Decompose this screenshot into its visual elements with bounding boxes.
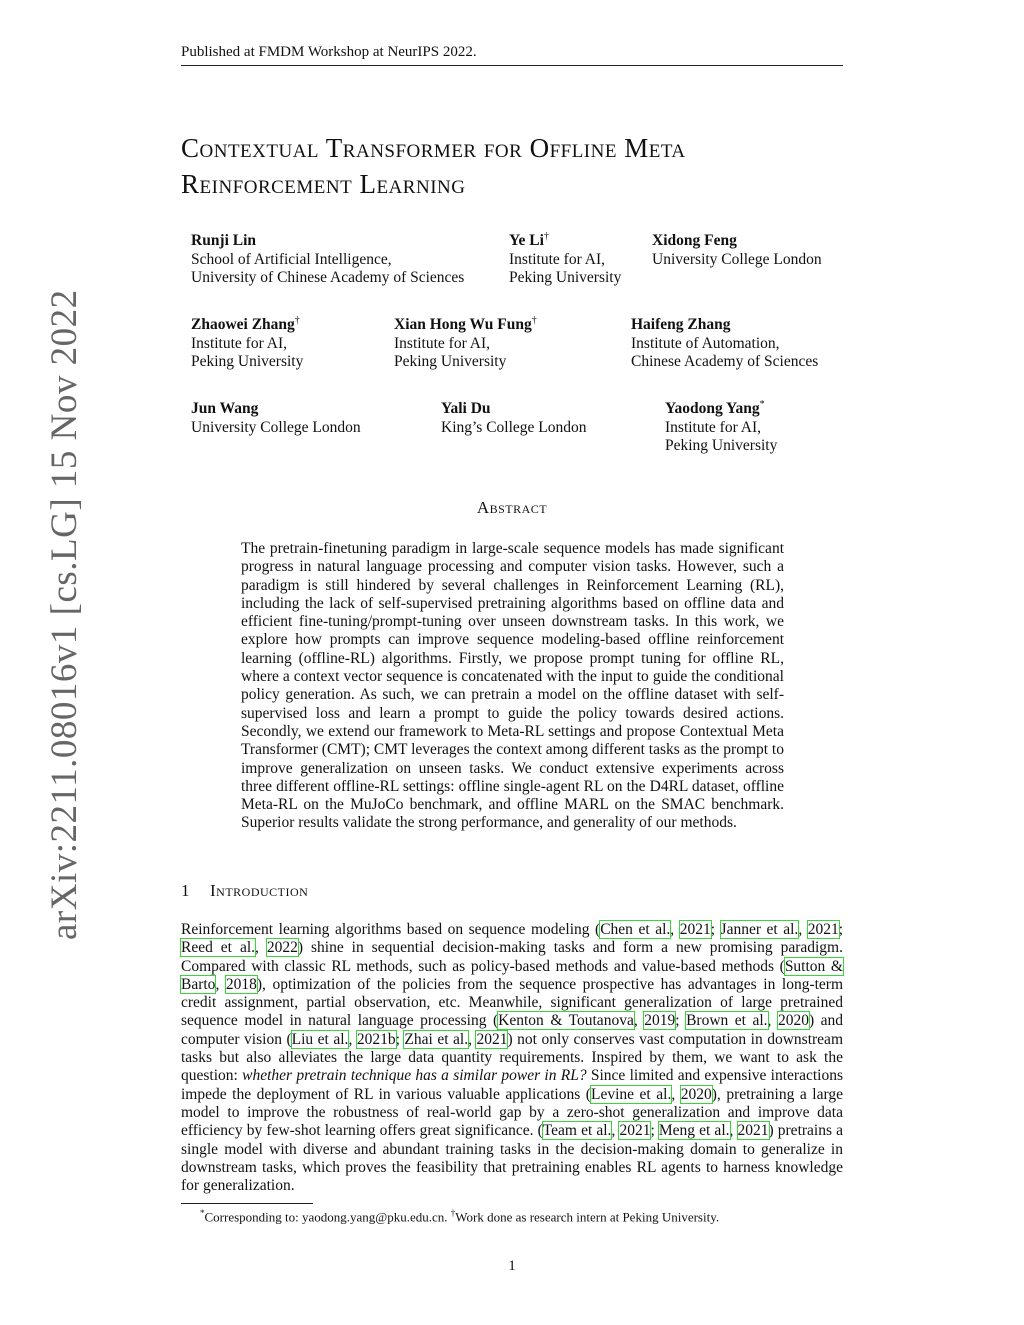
citation-link[interactable]: 2021 (737, 1122, 769, 1140)
body-text: , (468, 1030, 477, 1048)
title-line-2: Reinforcement Learning (181, 169, 466, 199)
author-name: Zhaowei Zhang (191, 316, 295, 334)
citation-link[interactable]: 2021b (356, 1030, 396, 1048)
author-affiliation: Institute of Automation, (631, 334, 780, 352)
author-block (509, 228, 621, 288)
citation-link[interactable]: Levine et al. (590, 1085, 672, 1103)
running-header: Published at FMDM Workshop at NeurIPS 2022. (181, 44, 477, 60)
section-number: 1 (181, 881, 190, 900)
author-affiliation: Institute for AI, (394, 334, 490, 352)
author-mark: † (294, 315, 300, 326)
author-affiliation: Peking University (394, 353, 507, 371)
section-heading (181, 881, 308, 901)
body-text: , (767, 1012, 778, 1030)
author-affiliation: King’s College London (441, 418, 587, 436)
paper-title (181, 130, 861, 202)
author-block (191, 228, 464, 288)
citation-link[interactable]: 2019 (644, 1012, 676, 1030)
body-text: , (633, 1012, 645, 1030)
author-affiliation: University College London (191, 418, 361, 436)
body-text: ), pretraining a large model to improve the robustness of real-world gap by a zero-shot generalization and improve data efficiency by few-shot learning offers great significance. ( (181, 1085, 843, 1140)
author-block (191, 312, 303, 372)
citation-link[interactable]: 2020 (680, 1085, 712, 1103)
citation-link[interactable]: Reed et al. (181, 939, 256, 957)
section-title: Introduction (210, 881, 309, 900)
body-text: ) pretrains a single model with diverse and abundant training tasks in the decision-making domain to generalize in downstream tasks, which proves the feasibility that pretraining enables RL agents to harness knowledge for generalization. (181, 1122, 843, 1195)
citation-link[interactable]: Sutton & Barto (181, 957, 843, 993)
citation-link[interactable]: 2020 (777, 1012, 809, 1030)
body-text: ) and computer vision ( (181, 1012, 844, 1048)
citation-link[interactable]: Meng et al. (658, 1122, 730, 1140)
body-text: , (348, 1030, 357, 1048)
author-affiliation: Peking University (665, 437, 778, 455)
author-block (631, 312, 818, 372)
author-block (191, 396, 361, 437)
citation-link[interactable]: 2022 (266, 939, 298, 957)
author-block (394, 312, 537, 372)
author-affiliation: Peking University (191, 353, 304, 371)
citation-link[interactable]: Chen et al. (600, 921, 671, 938)
author-name: Jun Wang (191, 400, 259, 418)
author-block (441, 396, 587, 437)
author-affiliation: Chinese Academy of Sciences (631, 353, 819, 371)
body-text: , (798, 921, 808, 938)
footnote-text: Work done as research intern at Peking University. (455, 1209, 720, 1225)
body-text: , (670, 921, 680, 938)
citation-link[interactable]: Liu et al. (291, 1030, 349, 1048)
body-text: , (671, 1085, 681, 1103)
body-text: ; (838, 921, 844, 938)
author-block (665, 396, 777, 456)
body-text: , (215, 975, 226, 993)
author-affiliation: Institute for AI, (665, 418, 761, 436)
body-text: ; (675, 1012, 687, 1030)
author-mark: † (531, 315, 537, 326)
footnote-rule (181, 1203, 313, 1204)
page-number: 1 (508, 1258, 516, 1274)
title-line-1: Contextual Transformer for Offline Meta (181, 133, 686, 163)
citation-link[interactable]: Brown et al. (686, 1012, 768, 1030)
research-question: whether pretrain technique has a similar power in RL? (242, 1067, 587, 1085)
footnote (200, 1208, 719, 1225)
footnote-text: Corresponding to: yaodong.yang@pku.edu.cn. (204, 1209, 448, 1225)
body-text: ) not only conserves vast computation in downstream tasks but also alleviates the large data quantity requirements. Inspired by them, we want to ask the question: (181, 1030, 843, 1085)
header-rule (181, 65, 843, 66)
author-mark: † (543, 231, 549, 242)
footnote-mark: * (200, 1208, 205, 1218)
body-text: ; (650, 1122, 659, 1140)
body-text: , (729, 1122, 738, 1140)
body-text: Since limited and expensive interactions impede the deployment of RL in various valuable applications ( (181, 1067, 843, 1103)
author-affiliation: Institute for AI, (191, 334, 287, 352)
citation-link[interactable]: 2021 (476, 1030, 508, 1048)
body-text: ; (710, 921, 721, 938)
author-name: Xidong Feng (652, 232, 737, 250)
body-text: ; (395, 1030, 405, 1048)
author-block (652, 228, 822, 269)
author-name: Yali Du (441, 400, 491, 418)
author-name: Xian Hong Wu Fung (394, 316, 532, 334)
citation-link[interactable]: Janner et al. (720, 921, 799, 938)
author-mark: * (759, 399, 765, 410)
citation-link[interactable]: Kenton & Toutanova (498, 1012, 634, 1030)
body-text: , (255, 939, 267, 957)
body-text: ) shine in sequential decision-making tasks and form a new promising paradigm. Compared with classic RL methods, such as policy-based methods and value-based methods ( (181, 939, 843, 975)
author-name: Yaodong Yang (665, 400, 760, 418)
citation-link[interactable]: 2021 (619, 1122, 651, 1140)
citation-link[interactable]: 2021 (679, 921, 711, 938)
author-affiliation: University College London (652, 250, 822, 268)
body-text: ), optimization of the policies from the sequence prospective has advantages in long-term credit assignment, partial observation, etc. Meanwhile, significant generalization of large pretrained sequence model in natural language processing ( (181, 975, 844, 1030)
arxiv-stamp: arXiv:2211.08016v1 [cs.LG] 15 Nov 2022 (44, 289, 85, 940)
author-name: Runji Lin (191, 232, 257, 250)
citation-link[interactable]: 2021 (807, 921, 839, 938)
author-name: Ye Li (509, 232, 544, 250)
author-name: Haifeng Zhang (631, 316, 731, 334)
footnote-mark: † (450, 1208, 456, 1218)
author-affiliation: University of Chinese Academy of Sciences (191, 269, 465, 287)
abstract-heading: Abstract (476, 498, 548, 517)
citation-link[interactable]: 2018 (225, 975, 257, 993)
author-affiliation: School of Artificial Intelligence, (191, 250, 392, 268)
author-affiliation: Institute for AI, (509, 250, 605, 268)
citation-link[interactable]: Team et al. (542, 1122, 612, 1140)
body-text: Reinforcement learning algorithms based on sequence modeling ( (181, 921, 601, 938)
abstract-text: The pretrain-finetuning paradigm in large-scale sequence models has made significant progress in natural language processing and computer vision tasks. However, such a paradigm is still hindered by several challenges in Reinforcement Learning (RL), including the lack of self-supervised pretraining algorithms based on offline data and efficient fine-tuning/prompt-tuning over unseen downstream tasks. In this work, we explore how prompts can improve sequence modeling-based offline reinforcement learning (offline-RL) algorithms. Firstly, we propose prompt tuning for offline RL, where a context vector sequence is concatenated with the input to guide the conditional policy generation. As such, we can pretrain a model on the offline dataset with self-supervised loss and learn a prompt to guide the policy towards desired actions. Secondly, we extend our framework to Meta-RL settings and propose Contextual Meta Transformer (CMT); CMT leverages the context among different tasks as the prompt to improve generalization on unseen tasks. We conduct extensive experiments across three different offline-RL settings: offline single-agent RL on the D4RL dataset, offline Meta-RL on the MuJoCo benchmark, and offline MARL on the SMAC benchmark. Superior results validate the strong performance, and generality of our methods. (241, 540, 784, 832)
author-affiliation: Peking University (509, 269, 622, 287)
citation-link[interactable]: Zhai et al. (404, 1030, 469, 1048)
intro-paragraph (181, 921, 843, 1195)
body-text: , (611, 1122, 620, 1140)
